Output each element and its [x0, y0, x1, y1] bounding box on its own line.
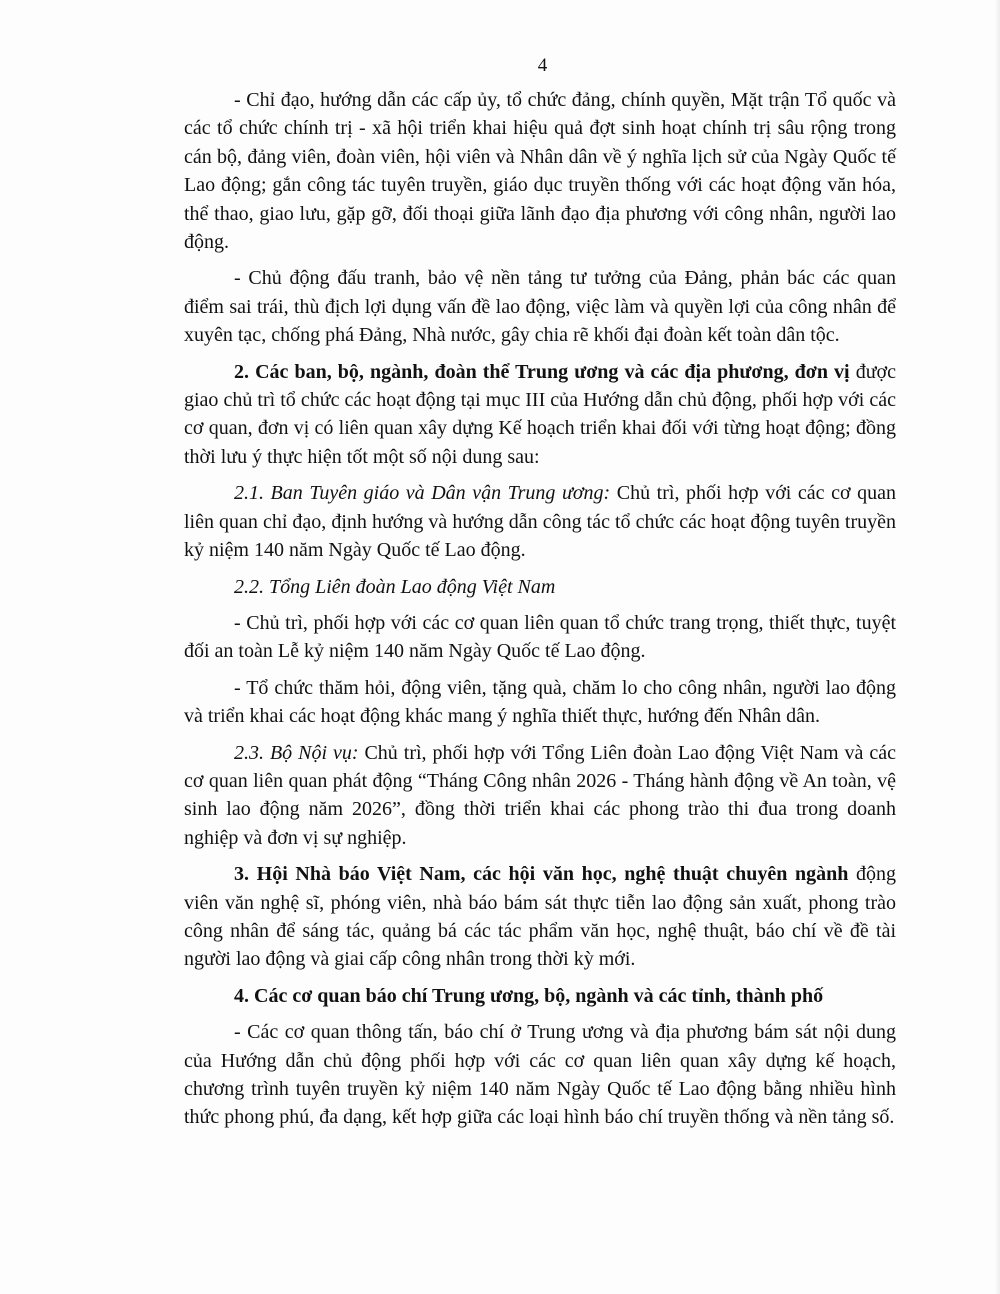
section-2-3-paragraph [184, 739, 896, 853]
section-4-item-press: - Các cơ quan thông tấn, báo chí ở Trung ương và địa phương bám sát nội dung của Hướng dẫn chủ động phối hợp với các cơ quan liên quan xây dựng kế hoạch, chương trình tuyên truyền kỷ niệm 140 năm Ngày Quốc tế Lao động bằng nhiều hình thức phong phú, đa dạng, kết hợp giữa các loại hình báo chí truyền thống và nền tảng số. [184, 1021, 896, 1129]
section-3-paragraph [184, 860, 896, 974]
paragraph-directive-ideology-defense: - Chủ động đấu tranh, bảo vệ nền tảng tư tưởng của Đảng, phản bác các quan điểm sai trái, thù địch lợi dụng vấn đề lao động, việc làm và quyền lợi của công nhân để xuyên tạc, chống phá Đảng, Nhà nước, gây chia rẽ khối đại đoàn kết toàn dân tộc. [184, 267, 896, 347]
page-number: 4 [537, 55, 548, 76]
section-2-1-paragraph [184, 479, 896, 564]
section-2-text: được giao chủ trì tổ chức các hoạt động tại mục III của Hướng dẫn chủ động, phối hợp với các cơ quan, đơn vị có liên quan xây dựng Kế hoạch triển khai đối với từng hoạt động; đồng thời lưu ý thực hiện tốt một số nội dung sau: [184, 360, 896, 468]
section-3-heading: 3. Hội Nhà báo Việt Nam, các hội văn học, nghệ thuật chuyên ngành [234, 863, 849, 886]
section-2-2-heading: 2.2. Tổng Liên đoàn Lao động Việt Nam [234, 575, 556, 598]
section-2-heading: 2. Các ban, bộ, ngành, đoàn thể Trung ương và các địa phương, đơn vị [234, 360, 850, 383]
paragraph-directive-political-activity: - Chỉ đạo, hướng dẫn các cấp ủy, tổ chức đảng, chính quyền, Mặt trận Tổ quốc và các tổ chức chính trị - xã hội triển khai hiệu quả đợt sinh hoạt chính trị sâu rộng trong cán bộ, đảng viên, đoàn viên, hội viên và Nhân dân về ý nghĩa lịch sử của Ngày Quốc tế Lao động; gắn công tác tuyên truyền, giáo dục truyền thống với các hoạt động văn hóa, thể thao, giao lưu, gặp gỡ, đối thoại giữa lãnh đạo địa phương với công nhân, người lao động. [184, 89, 896, 254]
section-2-1-text: Chủ trì, phối hợp với các cơ quan liên quan chỉ đạo, định hướng và hướng dẫn công tác tổ chức các hoạt động tuyên truyền kỷ niệm 140 năm Ngày Quốc tế Lao động. [184, 482, 896, 562]
section-2-3-text: Chủ trì, phối hợp với Tổng Liên đoàn Lao động Việt Nam và các cơ quan liên quan phát động “Tháng Công nhân 2026 - Tháng hành động về An toàn, vệ sinh lao động năm 2026”, đồng thời triển khai các phong trào thi đua trong doanh nghiệp và đơn vị sự nghiệp. [184, 741, 896, 849]
scan-edge [994, 0, 1000, 1294]
section-2-1-heading: 2.1. Ban Tuyên giáo và Dân vận Trung ương: [234, 482, 611, 505]
section-2-3-heading: 2.3. Bộ Nội vụ: [234, 741, 359, 764]
section-2-paragraph [184, 358, 896, 472]
section-3-text: động viên văn nghệ sĩ, phóng viên, nhà báo bám sát thực tiễn lao động sản xuất, phong trào công nhân để sáng tác, quảng bá các tác phẩm văn học, nghệ thuật, báo chí về đề tài người lao động và giai cấp công nhân trong thời kỳ mới. [184, 863, 897, 971]
document-body [184, 86, 896, 1140]
section-2-2-item-care: - Tổ chức thăm hỏi, động viên, tặng quà, chăm lo cho công nhân, người lao động và triển khai các hoạt động khác mang ý nghĩa thiết thực, hướng đến Nhân dân. [184, 676, 896, 728]
section-2-2-item-ceremony: - Chủ trì, phối hợp với các cơ quan liên quan tổ chức trang trọng, thiết thực, tuyệt đối an toàn Lễ kỷ niệm 140 năm Ngày Quốc tế Lao động. [184, 611, 896, 663]
section-4-heading: 4. Các cơ quan báo chí Trung ương, bộ, ngành và các tỉnh, thành phố [234, 984, 824, 1007]
